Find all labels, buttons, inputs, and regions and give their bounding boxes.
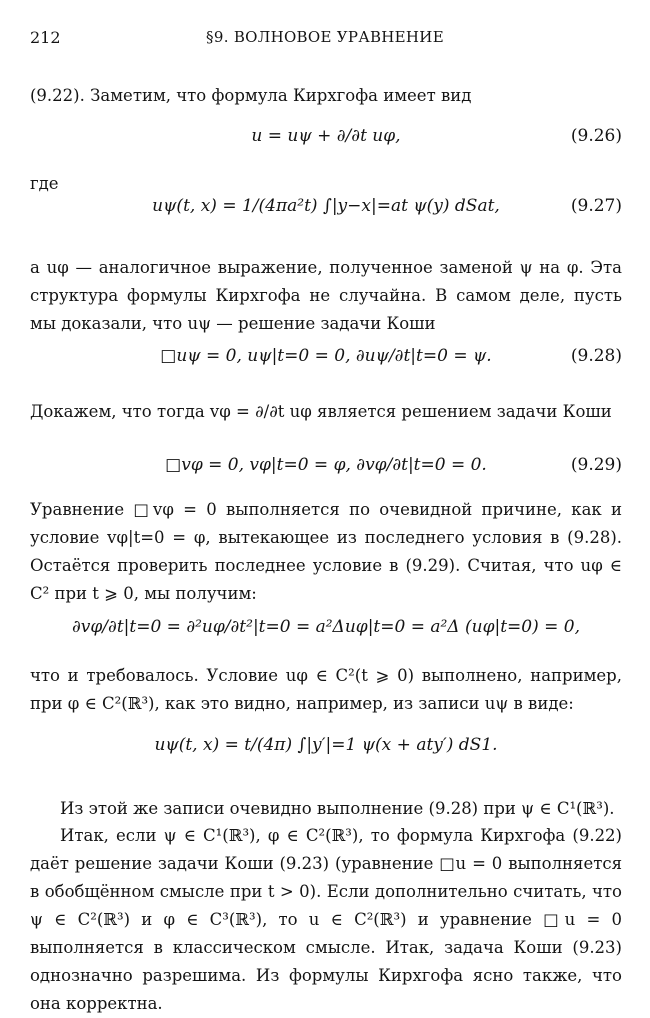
formula-9-27-expr: uψ(t, x) = 1/(4πa²t) ∫|y−x|=at ψ(y) dSat, xyxy=(152,196,500,216)
formula-9-28 xyxy=(30,346,622,386)
paragraph-prove: Докажем, что тогда vφ = ∂/∂t uφ является решением задачи Коши xyxy=(30,402,612,421)
equation-number-9-28: (9.28) xyxy=(570,346,622,366)
formula-derivative xyxy=(30,617,622,657)
equation-number-9-27: (9.27) xyxy=(570,196,622,216)
formula-derivative-expr: ∂vφ/∂t|t=0 = ∂²uφ/∂t²|t=0 = a²Δuφ|t=0 = a²Δ (uφ|t=0) = 0, xyxy=(72,617,580,637)
formula-9-27 xyxy=(30,196,622,236)
page-header xyxy=(30,28,620,48)
running-title: §9. ВОЛНОВОЕ УРАВНЕНИЕ xyxy=(206,28,444,46)
equation-number-9-26: (9.26) xyxy=(570,126,622,146)
paragraph-equation: Уравнение □vφ = 0 выполняется по очевидной причине, как и условие vφ|t=0 = φ, вытекающее из последнего условия в (9.28). Остаётся проверить последнее условие в (9.29). Считая, что uφ ∈ C² при t ⩾ 0, мы получим: xyxy=(30,500,622,603)
formula-9-28-expr: □uψ = 0, uψ|t=0 = 0, ∂uψ/∂t|t=0 = ψ. xyxy=(160,346,492,366)
paragraph-structure: а uφ — аналогичное выражение, полученное заменой ψ на φ. Эта структура формулы Кирхгофа не случайна. В самом деле, пусть мы доказали, что uψ — решение задачи Коши xyxy=(30,258,622,333)
page-number: 212 xyxy=(30,28,61,47)
formula-integral xyxy=(30,735,622,775)
paragraph-required: что и требовалось. Условие uφ ∈ C²(t ⩾ 0) выполнено, например, при φ ∈ C²(ℝ³), как это видно, например, из записи uψ в виде: xyxy=(30,666,622,713)
paragraph-record: Из этой же записи очевидно выполнение (9.28) при ψ ∈ C¹(ℝ³). xyxy=(60,799,615,818)
equation-number-9-29: (9.29) xyxy=(570,455,622,475)
formula-9-29-expr: □vφ = 0, vφ|t=0 = φ, ∂vφ/∂t|t=0 = 0. xyxy=(165,455,487,475)
formula-9-29 xyxy=(30,455,622,495)
paragraph-conclusion: Итак, если ψ ∈ C¹(ℝ³), φ ∈ C²(ℝ³), то формула Кирхгофа (9.22) даёт решение задачи Коши (9.23) (уравнение □u = 0 выполняется в обобщённом смысле при t > 0). Если дополнительно считать, что ψ ∈ C²(ℝ³) и φ ∈ C³(ℝ³), то u ∈ C²(ℝ³) и уравнение □u = 0 выполняется в классическом смысле. Итак, задача Коши (9.23) однозначно разрешима. Из формулы Кирхгофа ясно также, что она корректна. xyxy=(30,826,622,1013)
paragraph-where: где xyxy=(30,174,59,193)
formula-9-26-expr: u = uψ + ∂/∂t uφ, xyxy=(251,126,401,146)
paragraph-intro: (9.22). Заметим, что формула Кирхгофа имеет вид xyxy=(30,86,472,105)
formula-integral-expr: uψ(t, x) = t/(4π) ∫|y′|=1 ψ(x + aty′) dS1. xyxy=(154,735,498,755)
formula-9-26 xyxy=(30,126,622,166)
